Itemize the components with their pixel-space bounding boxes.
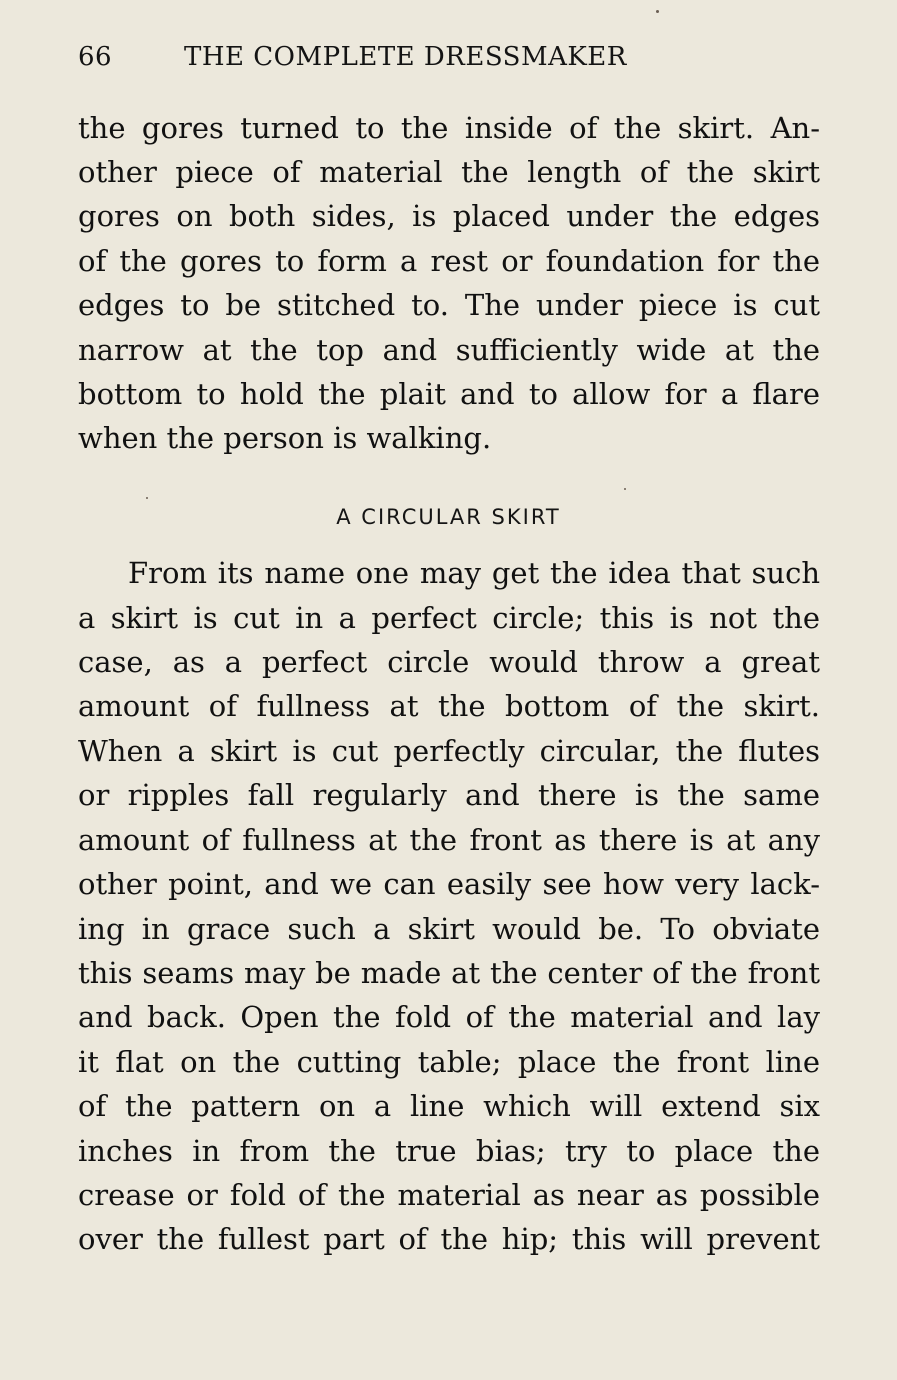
paragraph-line: amount of fullness at the bottom of the skirt. [78,689,820,723]
paragraph-line: over the fullest part of the hip; this will prevent [78,1222,820,1256]
paragraph-line: other piece of material the length of the skirt [78,155,820,189]
paragraph-line: From its name one may get the idea that such [128,556,820,590]
paragraph-line: case, as a perfect circle would throw a great [78,645,820,679]
paragraph-line: of the gores to form a rest or foundation for the [78,244,820,278]
paragraph-line: and back. Open the fold of the material and lay [78,1000,820,1034]
paragraph-line: of the pattern on a line which will extend six [78,1089,820,1123]
page-header [78,42,820,82]
paragraph-line: a skirt is cut in a perfect circle; this is not the [78,601,820,635]
paragraph-line: When a skirt is cut perfectly circular, the flutes [78,734,820,768]
paper-speck [146,497,148,499]
paragraph-line: bottom to hold the plait and to allow for a flare [78,377,820,411]
paragraph-line: crease or fold of the material as near as possible [78,1178,820,1212]
paragraph-line: it flat on the cutting table; place the front line [78,1045,820,1079]
page-number: 66 [78,42,113,72]
paragraph-line: when the person is walking. [78,421,492,455]
paragraph-line: narrow at the top and sufficiently wide at the [78,333,820,367]
paragraph-line: inches in from the true bias; try to place the [78,1134,820,1168]
paragraph-line: or ripples fall regularly and there is the same [78,778,820,812]
paper-speck [624,488,626,490]
paragraph-line: the gores turned to the inside of the skirt. An- [78,111,820,145]
paper-speck [656,10,659,13]
paragraph-line: this seams may be made at the center of the front [78,956,820,990]
paragraph-line: edges to be stitched to. The under piece is cut [78,288,820,322]
paragraph-line: ing in grace such a skirt would be. To obviate [78,912,820,946]
paragraph-line: amount of fullness at the front as there is at any [78,823,820,857]
running-title: THE COMPLETE DRESSMAKER [184,42,627,72]
paragraph-line: other point, and we can easily see how very lack- [78,867,820,901]
section-heading: A CIRCULAR SKIRT [336,505,561,529]
paragraph-line: gores on both sides, is placed under the edges [78,199,820,233]
